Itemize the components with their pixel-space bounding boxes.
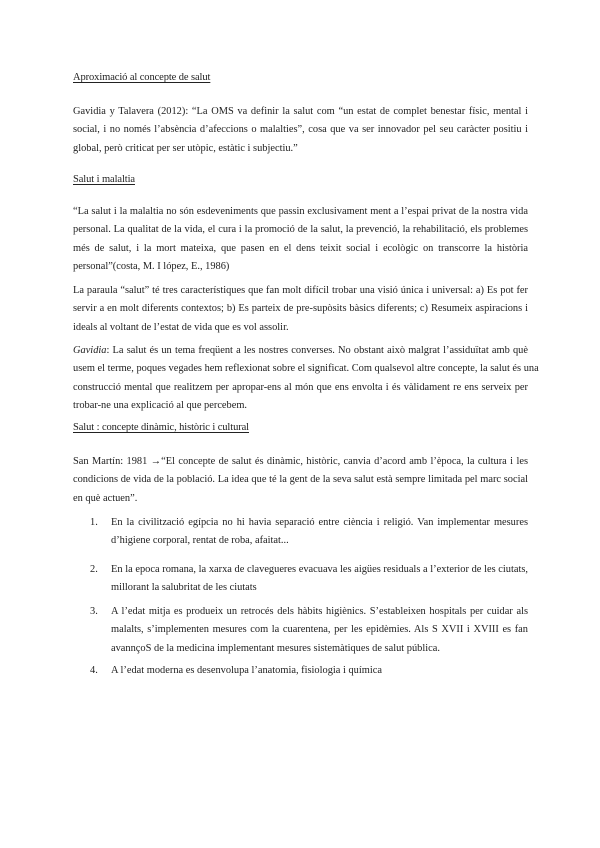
text-line: A l’edat moderna es desenvolupa l’anatomia, fisiologia i química <box>111 665 382 676</box>
text-line: A l’edat mitja es produeix un retrocés dels hàbits higiènics. S’estableixen hospitals per cuidar als <box>111 606 528 617</box>
list-number: 3. <box>90 606 98 617</box>
text-line: millorant la salubritat de les ciutats <box>111 582 257 594</box>
paragraph-paraula-salut <box>73 282 528 337</box>
list-number: 2. <box>90 564 98 575</box>
text-line: Gavidia y Talavera (2012): “La OMS va definir la salut com “un estat de complet benestar físic, mental i <box>73 106 528 117</box>
text-line: San Martín: 1981 →“El concepte de salut és dinàmic, històric, canvia d’acord amb l’època, la cultura i les <box>73 456 528 467</box>
list-text <box>111 662 528 680</box>
text-line: construcció mental que realitzem per apropar-ens al món que ens envolta i és vàlidament re ens serveix per <box>73 381 528 393</box>
paragraph-salut-malaltia <box>73 203 528 277</box>
text-line: en què actuen”. <box>73 492 138 504</box>
text-line: social, i no només l’absència d’afeccions o malalties”, cosa que va ser innovador pel seu caràcter positiu i <box>73 124 528 136</box>
text-fragment: : La salut és un tema freqüent a les nostres converses. No obstant això malgrat l’assiduïtat amb què <box>106 345 528 356</box>
text-line: personal. La qualitat de la vida, el cura i la promoció de la salut, la prevenció, la rehabilitació, els problemes <box>73 224 528 236</box>
text-line: trobar-ne una explicació al que percebem. <box>73 400 248 412</box>
list-number: 4. <box>90 665 98 676</box>
paragraph-gavidia-salut <box>73 342 539 416</box>
list-text <box>111 603 528 658</box>
author-emphasis: Gavidia <box>73 345 107 356</box>
text-line: més de salut, i la mort mateixa, que pasen en el dens teixit social i ecològic on transcorre la història <box>73 242 528 254</box>
text-line: global, però criticat per ser utòpic, estàtic i subjectiu.” <box>73 142 298 154</box>
text-line: servir a en molt diferents contextos; b) Es parteix de pre-supòsits bàsics diferents; c) Resumeix aspiracions i <box>73 303 528 315</box>
text-line: condicions de vida de la població. La idea que té la gent de la seva salut està sempre limitada pel marc social <box>73 474 528 486</box>
heading-concepte-dinamic: Salut : concepte dinàmic, històric i cultural <box>73 422 249 433</box>
text-line: ideals al voltant de l’estat de vida que es vol assolir. <box>73 321 289 333</box>
paragraph-gavidia-talavera <box>73 103 528 158</box>
list-text <box>111 561 528 598</box>
heading-salut-malaltia: Salut i malaltia <box>73 174 135 185</box>
paragraph-san-martin <box>73 453 528 508</box>
text-line: usem el terme, poques vegades hem reflexionat sobre el significat. Com qualsevol altre concepte, la salut és una <box>73 363 539 375</box>
text-line: En la civilització egípcia no hi havia separació entre ciència i religió. Van implementar mesures <box>111 517 528 528</box>
list-number: 1. <box>90 517 98 528</box>
text-line: personal”(costa, M. I lópez, E., 1986) <box>73 261 230 273</box>
text-line: d’higiene corporal, rentat de roba, afaitat... <box>111 535 289 547</box>
text-line: “La salut i la malaltia no són esdeveniments que passin exclusivament ment a l’espai privat de la nostra vida <box>73 206 528 217</box>
heading-aproximacio: Aproximació al concepte de salut <box>73 72 211 83</box>
text-line: En la epoca romana, la xarxa de clavegueres evacuava les aigües residuals a l’exterior de les ciutats, <box>111 564 528 575</box>
text-line: avannçoS de la medicina implementant mesures sistemàtiques de salut pública. <box>111 642 440 654</box>
list-text <box>111 514 528 551</box>
text-line <box>73 342 528 360</box>
text-line: malalts, s’implementen mesures com la cuarentena, per les epidèmies. Als S XVII i XVIII es fan <box>111 624 528 636</box>
text-line: La paraula “salut” té tres característiques que fan molt difícil trobar una visió única i universal: a) Es pot fer <box>73 285 528 296</box>
